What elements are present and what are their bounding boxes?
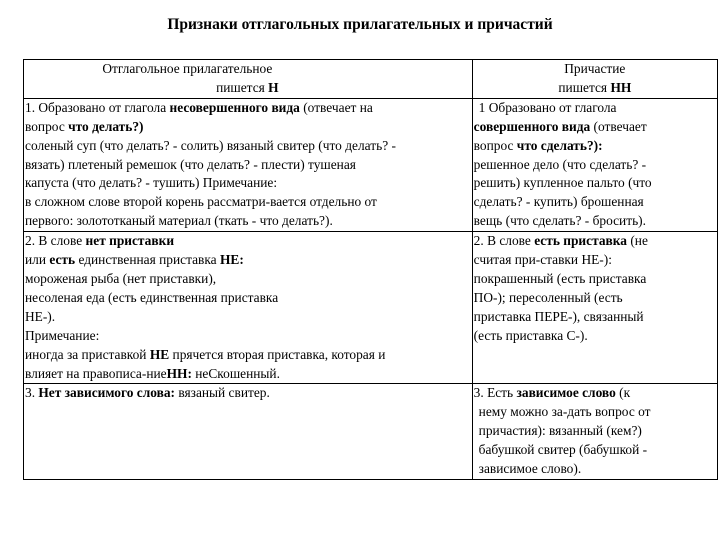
text-line: [474, 384, 716, 403]
text-bold: Нет зависимого слова:: [38, 385, 175, 401]
text-line: несоленая еда (есть единственная приставка: [25, 289, 279, 305]
text-line: соленый суп (что делать? - солить) вязаный свитер (что делать? -: [25, 137, 396, 153]
text-line: причастия): вязанный (кем?): [478, 423, 642, 439]
text-line: сделать? - купить) брошенная: [473, 194, 644, 210]
text-span: неСкошенный.: [191, 365, 280, 381]
text-line: считая при-ставки НЕ-):: [473, 252, 612, 268]
text-line: [25, 251, 471, 270]
text-line: [474, 118, 716, 137]
text-span: или: [25, 252, 50, 268]
text-line: капуста (что делать? - тушить) Примечание:: [25, 175, 278, 191]
text-span: (отвечает: [590, 118, 647, 134]
text-span: 1. Образовано от глагола: [25, 99, 170, 115]
text-bold: нет приставки: [85, 233, 175, 249]
text-span: (отвечает на: [299, 99, 373, 115]
table-row: [24, 98, 718, 231]
text-line: решенное дело (что сделать? -: [473, 156, 647, 172]
text-line: [25, 232, 471, 251]
header-right-letter: НН: [610, 79, 632, 95]
text-span: 2. В слове: [25, 233, 86, 249]
text-line: Примечание:: [25, 327, 100, 343]
header-right-subtitle: [474, 79, 716, 98]
text-line: НЕ-).: [25, 308, 56, 324]
text-bold: есть приставка: [534, 233, 627, 249]
text-bold: несовершенного вида: [169, 99, 300, 115]
text-line: [25, 346, 471, 365]
page-title: Признаки отглагольных прилагательных и причастий: [167, 16, 553, 33]
table-row: [24, 384, 718, 480]
text-line: покрашенный (есть приставка: [473, 270, 647, 286]
text-line: приставка ПЕРЕ-), связанный: [473, 308, 644, 324]
header-left-subtitle: [24, 79, 471, 98]
text-line: решить) купленное пальто (что: [473, 175, 652, 191]
header-left-letter: Н: [268, 79, 279, 95]
text-span: 3. Есть: [473, 385, 517, 401]
text-line: ПО-); пересоленный (есть: [473, 289, 623, 305]
text-line: [25, 365, 471, 384]
header-left-prefix: пишется: [216, 79, 269, 95]
text-bold: НН:: [166, 365, 192, 381]
header-left-title: Отглагольное прилагательное: [102, 61, 273, 76]
text-bold: есть: [49, 252, 76, 268]
table-header-row: [24, 60, 718, 99]
text-bold: НЕ: [149, 346, 170, 362]
text-span: вязаный свитер.: [175, 385, 270, 401]
text-span: единственная приставка: [75, 252, 220, 268]
text-line: [25, 384, 471, 403]
row2-right-cell: [472, 232, 717, 384]
text-span: 2. В слове: [473, 233, 535, 249]
header-left-cell: [24, 60, 473, 99]
text-bold: что сделать?):: [516, 137, 603, 153]
text-span: (к: [615, 385, 631, 401]
text-span: (не: [626, 233, 648, 249]
text-span: иногда за приставкой: [25, 346, 150, 362]
text-line: [25, 99, 471, 118]
text-bold: что делать?): [68, 118, 144, 134]
row2-left-cell: [24, 232, 473, 384]
text-line: (есть приставка С-).: [473, 327, 588, 343]
text-span: 3.: [25, 385, 39, 401]
row3-right-cell: [472, 384, 717, 480]
text-span: вопрос: [25, 118, 69, 134]
text-span: вопрос: [473, 137, 517, 153]
text-span: прячется вторая приставка, которая и: [169, 346, 386, 362]
row1-left-cell: [24, 98, 473, 231]
text-line: [25, 118, 471, 137]
text-line: бабушкой свитер (бабушкой -: [478, 442, 648, 458]
text-line: мороженая рыба (нет приставки),: [25, 270, 217, 286]
text-line: первого: золототканый материал (ткать - что делать?).: [25, 213, 333, 229]
comparison-table: [23, 59, 718, 480]
text-line: 1 Образовано от глагола: [478, 99, 617, 115]
header-right-title: Причастие: [564, 61, 626, 76]
row3-left-cell: [24, 384, 473, 480]
text-line: вязать) плетеный ремешок (что делать? - плести) тушеная: [25, 156, 356, 172]
header-right-cell: [472, 60, 717, 99]
text-line: в сложном слове второй корень рассматри-вается отдельно от: [25, 194, 377, 210]
text-line: вещь (что сделать? - бросить).: [473, 213, 646, 229]
table-row: [24, 232, 718, 384]
row1-right-cell: [472, 98, 717, 231]
text-line: [474, 137, 716, 156]
text-bold: НЕ:: [219, 252, 244, 268]
text-line: [474, 232, 716, 251]
text-bold: совершенного вида: [473, 118, 591, 134]
text-line: зависимое слово).: [478, 461, 582, 477]
text-line: нему можно за-дать вопрос от: [478, 404, 651, 420]
text-bold: зависимое слово: [516, 385, 616, 401]
text-span: влияет на правописа-ние: [25, 365, 167, 381]
header-right-prefix: пишется: [558, 79, 611, 95]
